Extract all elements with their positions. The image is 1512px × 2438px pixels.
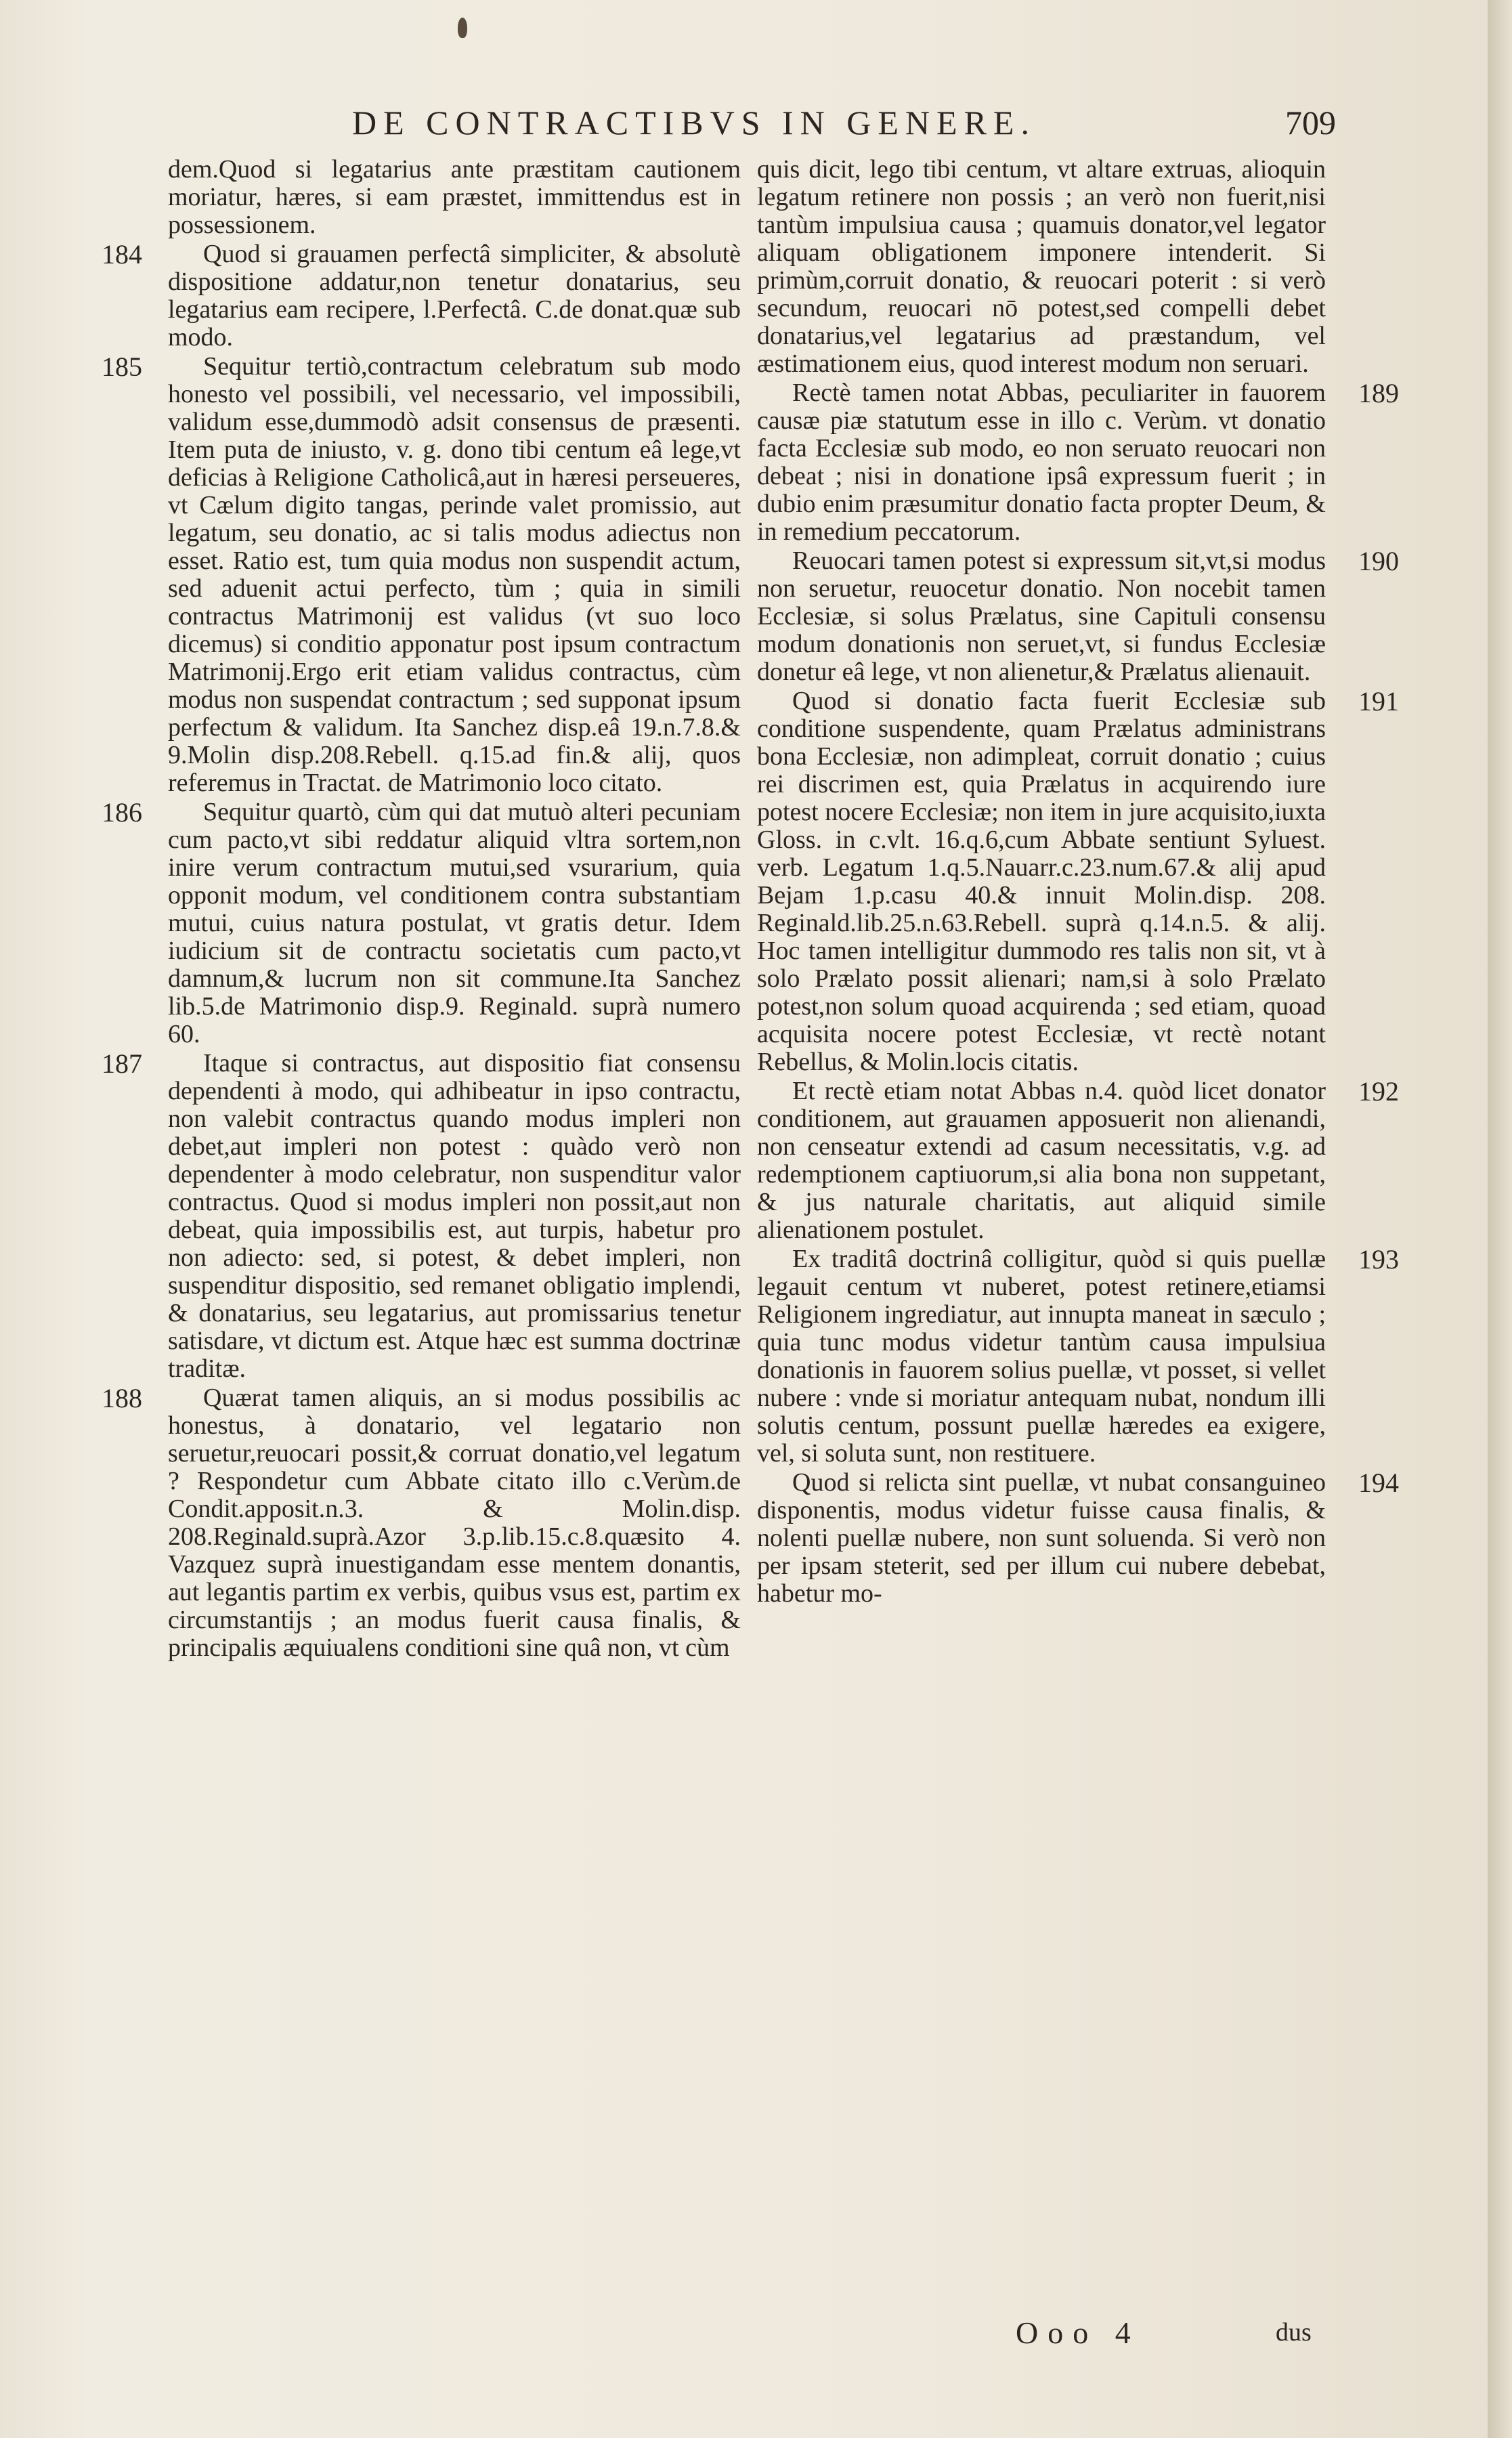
- paragraph: [102, 351, 741, 797]
- marginal-number: 190: [1358, 546, 1399, 576]
- paragraph: [757, 1468, 1399, 1608]
- marginal-number: 194: [1358, 1468, 1399, 1498]
- left-column: [102, 155, 741, 1663]
- signature-mark: Ooo 4: [1016, 2315, 1140, 2350]
- marginal-number: 185: [102, 351, 142, 382]
- paragraph-text: Sequitur tertiò,contractum celebratum sub modo honesto vel possibili, vel necessario, vel impossibili, validum esse,dummodò adsit consensus de præsenti. Item puta de iniusto, v. g. dono tibi centum eâ lege,vt deficias à Religione Catholicâ,aut in hæresi perseueres, vt Cælum digito tangas, perinde valet promissio, aut legatum, seu donatio, ac si talis modus adiectus non esset. Ratio est, tum quia modus non suspendit actum, sed aduenit actui perfecto, tùm ; quia in simili contractus Matrimonij est validus (vt suo loco dicemus) si conditio apponatur post ipsum contractum Matrimonij.Ergo erit etiam validus contractus, cùm modus non suspendat contractum ; sed supponat ipsum perfectum & validum. Ita Sanchez disp.eâ 19.n.7.8.& 9.Molin disp.208.Rebell. q.15.ad fin.& alij, quos referemus in Tractat. de Matrimonio loco citato.: [168, 352, 741, 797]
- paragraph-text: Itaque si contractus, aut dispositio fiat consensu dependenti à modo, qui adhibeatur in ipso contractu, non valebit contractus quando modus impleri non debet,aut impleri non potest : quàdo verò non dependenter à modo celebratur, non suspenditur valor contractus. Quod si modus impleri non possit,aut non debeat, quia impossibilis est, aut turpis, habetur pro non adiecto: sed, si potest, & debet impleri, non suspenditur dispositio, sed remanet obligatio implendi, & donatarius, seu legatarius, aut promissarius tenetur satisdare, vt dictum est. Atque hæc est summa doctrinæ traditæ.: [168, 1049, 741, 1383]
- paragraph-text: dem.Quod si legatarius ante præstitam cautionem moriatur, hæres, si eam præstet, immittendus est in possessionem.: [168, 155, 741, 239]
- page-header: [352, 103, 1336, 150]
- page-edge: [1488, 0, 1512, 2438]
- paragraph-text: Quærat tamen aliquis, an si modus possibilis ac honestus, à donatario, vel legatario non seruetur,reuocari possit,& corruat donatio,vel legatum ? Respondetur cum Abbate citato illo c.Verùm.de Condit.apposit.n.3. & Molin.disp. 208.Reginald.suprà.Azor 3.p.lib.15.c.8.quæsito 4. Vazquez suprà inuestigandam esse mentem donantis, aut legantis partim ex verbis, quibus vsus est, partim ex circumstantijs ; an modus fuerit causa finalis, & principalis æquiualens conditioni sine quâ non, vt cùm: [168, 1384, 741, 1662]
- paragraph: [168, 156, 741, 239]
- marginal-number: 193: [1358, 1244, 1399, 1275]
- marginal-number: 188: [102, 1383, 142, 1413]
- paragraph-text: Reuocari tamen potest si expressum sit,vt,si modus non seruetur, reuocetur donatio. Non nocebit tamen Ecclesiæ, si solus Prælatus, sine Capituli consensu modum donationis non seruet,vt, si fundus Ecclesiæ donetur eâ lege, vt non alienetur,& Prælatus alienauit.: [757, 547, 1326, 686]
- paragraph: [102, 1383, 741, 1662]
- paragraph: [102, 239, 741, 351]
- paragraph: [757, 1076, 1399, 1244]
- paragraph-text: Ex traditâ doctrinâ colligitur, quòd si quis puellæ legauit centum vt nuberet, potest retinere,etiamsi Religionem ingrediatur, aut innupta maneat in sæculo ; quia tunc modus videtur tantùm causa impulsiua donationis in fauorem solius puellæ, vt posset, si vellet nubere : vnde si moriatur antequam nubat, nondum illi solutis centum, possunt puellæ hæredes ea exigere, vel, si soluta sunt, non restituere.: [757, 1245, 1326, 1468]
- paragraph: [757, 378, 1399, 546]
- paragraph-text: Quod si donatio facta fuerit Ecclesiæ sub conditione suspendente, quam Prælatus administrans bona Ecclesiæ, non adimpleat, corruit donatio ; cuius rei discrimen est, quia Prælatus in acquirendo iure potest nocere Ecclesiæ; non item in jure acquisito,iuxta Gloss. in c.vlt. 16.q.6,cum Abbate sentiunt Syluest. verb. Legatum 1.q.5.Nauarr.c.23.num.67.& alij apud Bejam 1.p.casu 40.& innuit Molin.disp. 208. Reginald.lib.25.n.63.Rebell. suprà q.14.n.5. & alij. Hoc tamen intelligitur dummodo res talis non sit, vt à solo Prælato possit alienari; nam,si à solo Prælato potest,non solum quoad acquirenda ; sed etiam, quoad acquisita nocere potest Ecclesiæ, vt rectè notant Rebellus, & Molin.locis citatis.: [757, 687, 1326, 1076]
- paragraph-text: quis dicit, lego tibi centum, vt altare extruas, alioquin legatum retinere non possis ; an verò non fuerit,nisi tantùm impulsiua causa ; quamuis donator,vel legator aliquam obligationem imponere intenderit. Si primùm,corruit donatio, & reuocari poterit : si verò secundum, reuocari nō potest,sed compelli debet donatarius,vel legatarius ad præstandum, vel æstimationem eius, quod interest modum non seruari.: [757, 155, 1326, 378]
- right-column: [757, 155, 1399, 1609]
- marginal-number: 191: [1358, 686, 1399, 717]
- ornament-mark: [458, 18, 467, 38]
- paragraph-text: Rectè tamen notat Abbas, peculiariter in fauorem causæ piæ statutum esse in illo c. Verùm. vt donatio facta Ecclesiæ sub modo, eo non seruato reuocari non debeat ; nisi in donatione ipsâ expressum fuerit ; in dubio enim præsumitur donatio facta propter Deum, & in remedium peccatorum.: [757, 379, 1326, 546]
- paragraph-text: Et rectè etiam notat Abbas n.4. quòd licet donator conditionem, aut grauamen apposuerit non alienandi, non censeatur extendi ad casum necessitatis, v.g. ad redemptionem captiuorum,si alia bona non suppetant, & jus naturale charitatis, aut aliquid simile alienationem postulet.: [757, 1077, 1326, 1244]
- paragraph: [757, 156, 1326, 378]
- paragraph-text: Sequitur quartò, cùm qui dat mutuò alteri pecuniam cum pacto,vt sibi reddatur aliquid vltra sortem,non inire verum contractum mutui,sed vsurarium, quia opponit modum, vel conditionem contra substantiam mutui, cuius natura postulat, vt gratis detur. Idem iudicium sit de contractu societatis cum pacto,vt damnum,& lucrum non sit commune.Ita Sanchez lib.5.de Matrimonio disp.9. Reginald. suprà numero 60.: [168, 798, 741, 1048]
- paragraph: [757, 546, 1399, 686]
- marginal-number: 192: [1358, 1076, 1399, 1107]
- marginal-number: 187: [102, 1048, 142, 1079]
- paragraph-text: Quod si grauamen perfectâ simpliciter, & absolutè dispositione addatur,non tenetur donatarius, seu legatarius eam recipere, l.Perfectâ. C.de donat.quæ sub modo.: [168, 240, 741, 351]
- marginal-number: 184: [102, 239, 142, 270]
- paragraph: [102, 797, 741, 1048]
- paragraph: [757, 1244, 1399, 1468]
- marginal-number: 186: [102, 797, 142, 828]
- paragraph: [102, 1048, 741, 1383]
- catchword: dus: [1276, 2318, 1312, 2347]
- paragraph: [757, 686, 1399, 1076]
- running-head: DE CONTRACTIBVS IN GENERE.: [352, 104, 1036, 142]
- paragraph-text: Quod si relicta sint puellæ, vt nubat consanguineo disponentis, modus videtur fuisse causa finalis, & nolenti puellæ nubere, non sunt soluenda. Si verò non per ipsam steterit, sed per illum cui nubere debebat, habetur mo-: [757, 1468, 1326, 1608]
- marginal-number: 189: [1358, 378, 1399, 408]
- page-number: 709: [1285, 104, 1336, 142]
